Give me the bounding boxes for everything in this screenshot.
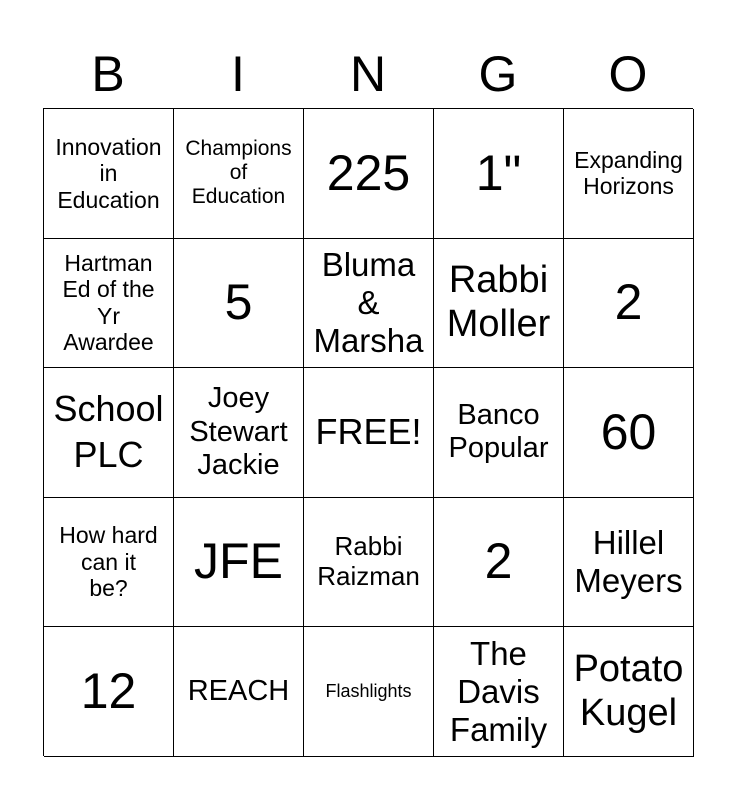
bingo-cell-g2[interactable]: [434, 239, 564, 369]
cell-text: 2: [484, 533, 513, 590]
cell-text: Bluma & Marsha: [313, 245, 424, 359]
header-letter-b: B: [91, 46, 125, 102]
bingo-cell-b3[interactable]: [44, 368, 174, 498]
bingo-cell-i1[interactable]: [174, 109, 304, 239]
cell-text: Flashlights: [325, 681, 412, 702]
header-letter-o: O: [608, 46, 648, 102]
cell-text: REACH: [187, 675, 290, 707]
cell-text: 225: [326, 144, 411, 201]
header-letter-g: G: [478, 46, 518, 102]
cell-text: Banco Popular: [448, 399, 549, 465]
bingo-cell-b5[interactable]: [44, 627, 174, 757]
cell-text: 1": [475, 144, 522, 201]
cell-text: How hard can it be?: [59, 522, 158, 602]
bingo-cell-i2[interactable]: [174, 239, 304, 369]
cell-text: Rabbi Raizman: [317, 531, 420, 592]
cell-text: 12: [80, 662, 137, 719]
cell-text: Expanding Horizons: [574, 146, 683, 200]
bingo-cell-b4[interactable]: [44, 498, 174, 628]
bingo-cell-o4[interactable]: [564, 498, 694, 628]
cell-text: 60: [600, 403, 657, 460]
bingo-cell-o5[interactable]: [564, 627, 694, 757]
cell-text: Joey Stewart Jackie: [189, 382, 288, 482]
cell-text: Potato Kugel: [573, 647, 684, 734]
bingo-cell-n5[interactable]: [304, 627, 434, 757]
bingo-header: [43, 40, 693, 108]
bingo-cell-b2[interactable]: [44, 239, 174, 369]
bingo-cell-i5[interactable]: [174, 627, 304, 757]
cell-text: Rabbi Moller: [446, 259, 551, 345]
cell-text: Hillel Meyers: [574, 524, 683, 600]
cell-text: JFE: [194, 533, 283, 590]
header-letter-n: N: [349, 46, 387, 102]
bingo-cell-n1[interactable]: [304, 109, 434, 239]
bingo-cell-g4[interactable]: [434, 498, 564, 628]
bingo-cell-n3-free[interactable]: [304, 368, 434, 498]
cell-text: Innovation in Education: [55, 133, 162, 213]
cell-text: The Davis Family: [449, 634, 548, 748]
bingo-board: [43, 108, 693, 756]
bingo-cell-o1[interactable]: [564, 109, 694, 239]
bingo-cell-b1[interactable]: [44, 109, 174, 239]
free-space-label: FREE!: [315, 411, 422, 453]
bingo-cell-g1[interactable]: [434, 109, 564, 239]
bingo-cell-i3[interactable]: [174, 368, 304, 498]
cell-text: Champions of Education: [185, 137, 292, 209]
bingo-cell-o3[interactable]: [564, 368, 694, 498]
bingo-cell-o2[interactable]: [564, 239, 694, 369]
bingo-cell-n2[interactable]: [304, 239, 434, 369]
bingo-cell-g3[interactable]: [434, 368, 564, 498]
cell-text: 5: [224, 274, 253, 331]
cell-text: Hartman Ed of the Yr Awardee: [62, 250, 155, 356]
cell-text: 2: [614, 274, 643, 331]
bingo-cell-n4[interactable]: [304, 498, 434, 628]
bingo-cell-g5[interactable]: [434, 627, 564, 757]
header-letter-i: I: [231, 46, 245, 102]
cell-text: School PLC: [53, 388, 164, 476]
bingo-cell-i4[interactable]: [174, 498, 304, 628]
